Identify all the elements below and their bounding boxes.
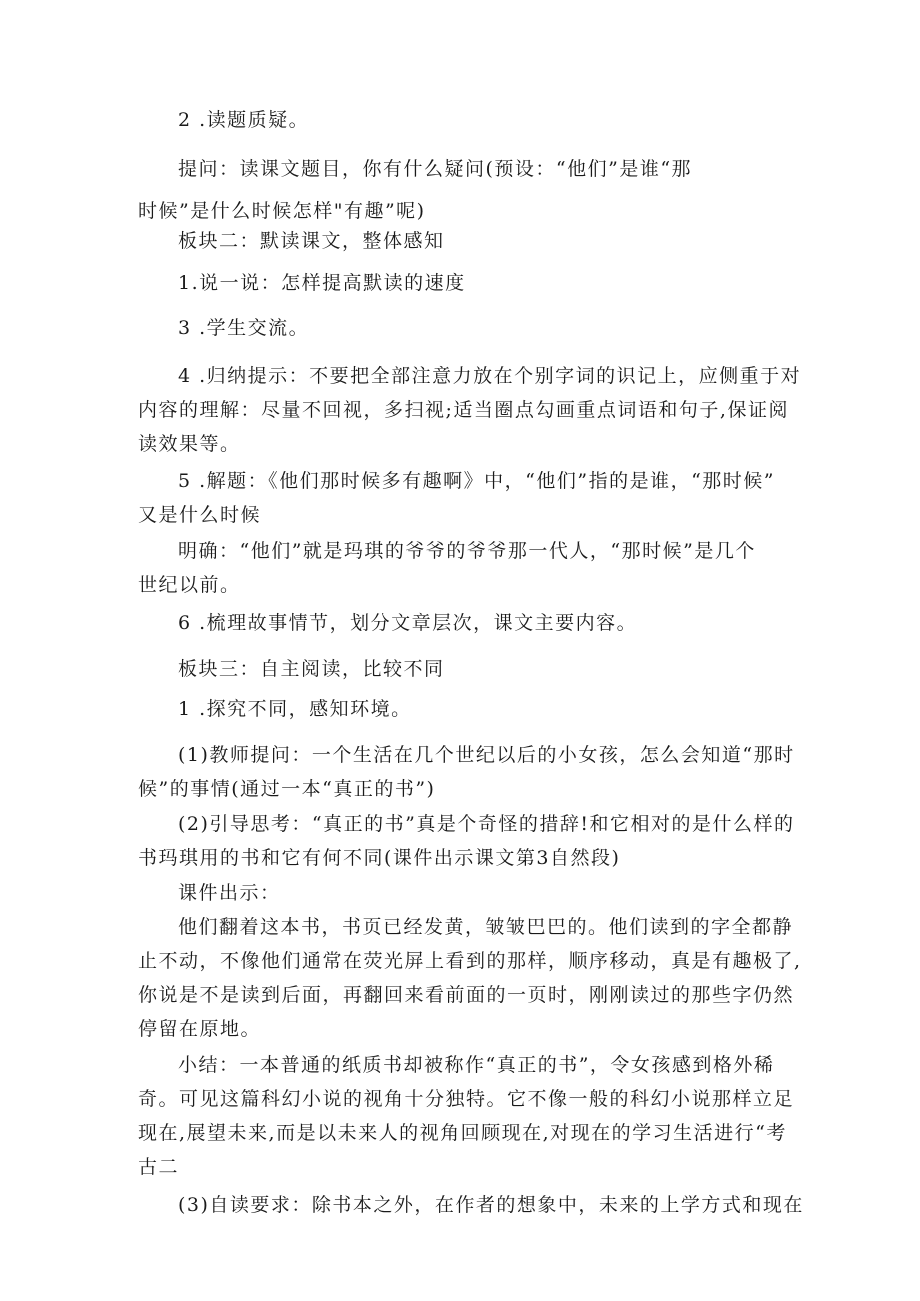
quote-line-2: 止不动，不像他们通常在荧光屏上看到的那样，顺序移动，真是有趣极了, [138,950,802,972]
item-5-line-2: 又是什么时候 [138,504,262,526]
item-1-speak: 1.说一说：怎样提高默读的速度 [178,272,466,294]
summary-line-3: 现在,展望未来,而是以未来人的视角回顾现在,对现在的学习生活进行“考 [138,1122,787,1144]
summary-line-2: 奇。可见这篇科幻小说的视角十分独特。它不像一般的科幻小说那样立足 [138,1088,795,1110]
quote-line-1: 他们翻着这本书，书页已经发黄，皱皱巴巴的。他们读到的字全都静 [178,916,794,938]
item-4-line-2: 内容的理解：尽量不回视，多扫视;适当圈点勾画重点词语和句子,保证阅 [138,399,789,421]
clarify-line-2: 世纪以前。 [138,574,241,596]
item-5-line-1: 5 .解题：《他们那时候多有趣啊》中，“他们”指的是谁，“那时候” [178,470,776,492]
section-2-heading: 板块二：默读课文，整体感知 [178,230,445,252]
section-3-heading: 板块三：自主阅读，比较不同 [178,658,445,680]
sub-1-line-2: 候”的事情(通过一本“真正的书”) [138,778,436,800]
item-2-heading: 2 .读题质疑。 [178,109,310,131]
question-paragraph-line-2: 时候”是什么时候怎样"有趣”呢) [138,200,426,222]
section-3-item-1: 1 .探究不同，感知环境。 [178,698,412,720]
sub-2-line-2: 书玛琪用的书和它有何不同(课件出示课文第3自然段) [138,847,621,869]
item-6-story: 6 .梳理故事情节，划分文章层次，课文主要内容。 [178,612,638,634]
item-3-exchange: 3 .学生交流。 [178,317,310,339]
summary-line-4: 古二 [138,1156,180,1178]
item-4-line-3: 读效果等。 [138,433,241,455]
summary-line-1: 小结：一本普通的纸质书却被称作“真正的书”，令女孩感到格外稀 [178,1054,775,1076]
sub-3-line-1: (3)自读要求：除书本之外，在作者的想象中，未来的上学方式和现在 [178,1194,804,1216]
quote-line-4: 停留在原地。 [138,1018,262,1040]
sub-1-line-1: (1)教师提问：一个生活在几个世纪以后的小女孩，怎么会知道“那时 [178,744,795,766]
sub-2-line-1: (2)引导思考：“真正的书”真是个奇怪的措辞!和它相对的是什么样的 [178,813,795,835]
courseware-label: 课件出示： [178,882,281,904]
clarify-line-1: 明确：“他们”就是玛琪的爷爷的爷爷那一代人，“那时候”是几个 [178,540,756,562]
item-4-line-1: 4 .归纳提示：不要把全部注意力放在个别字词的识记上，应侧重于对 [178,365,802,387]
quote-line-3: 你说是不是读到后面，再翻回来看前面的一页时，刚刚读过的那些字仍然 [138,984,795,1006]
question-paragraph-line-1: 提问：读课文题目，你有什么疑问(预设：“他们”是谁“那 [178,158,693,180]
